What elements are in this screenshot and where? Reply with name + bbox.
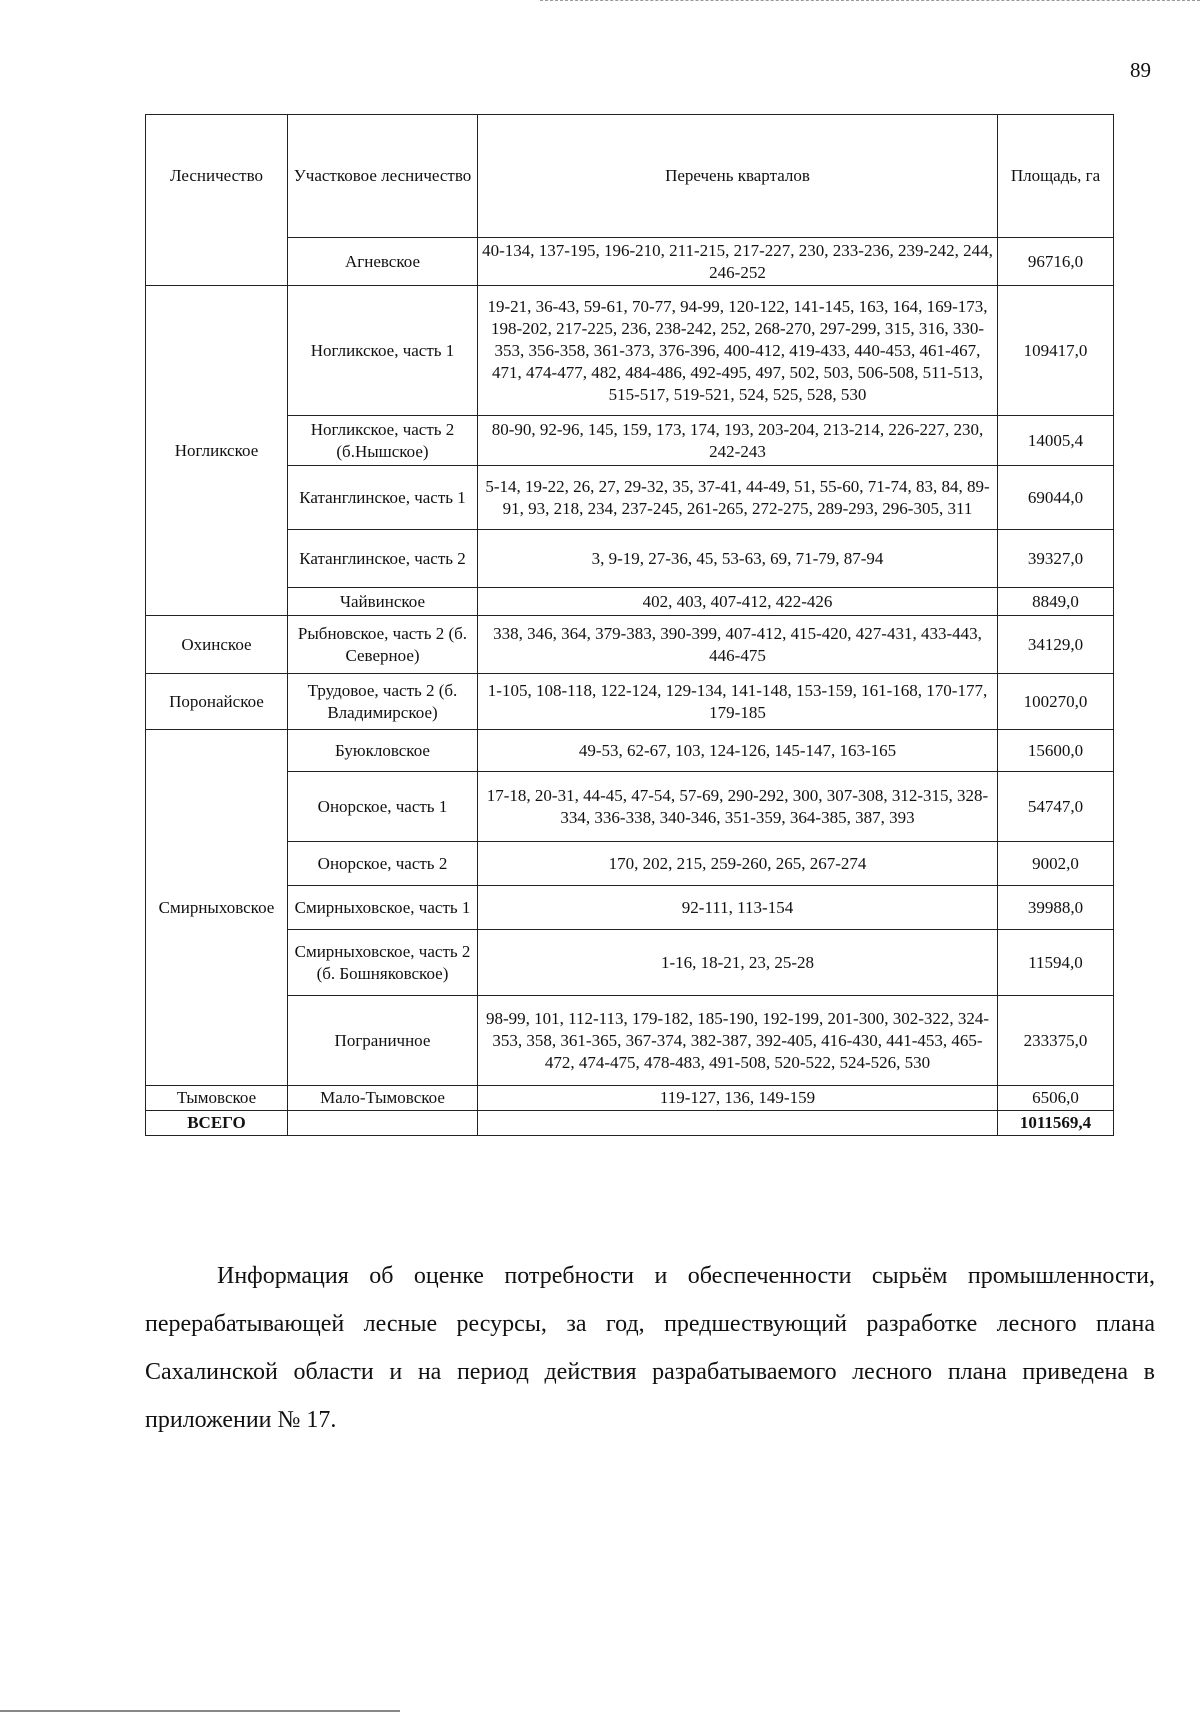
forestry-cell: Ногликское	[146, 286, 288, 616]
district-cell: Катанглинское, часть 1	[288, 466, 478, 530]
area-cell: 14005,4	[998, 416, 1114, 466]
table-row	[146, 730, 1114, 772]
scan-bottom-edge	[0, 1710, 400, 1714]
area-cell: 11594,0	[998, 930, 1114, 996]
area-cell: 233375,0	[998, 996, 1114, 1086]
table-row	[146, 930, 1114, 996]
quarters-cell: 5-14, 19-22, 26, 27, 29-32, 35, 37-41, 44-49, 51, 55-60, 71-74, 83, 84, 89-91, 93, 218, 234, 237-245, 261-265, 272-275, 289-293, 296-305, 311	[478, 466, 998, 530]
forestry-cell: Поронайское	[146, 674, 288, 730]
district-cell: Ногликское, часть 2 (б.Нышское)	[288, 416, 478, 466]
district-cell: Чайвинское	[288, 588, 478, 616]
forestry-cell	[146, 238, 288, 286]
area-cell: 34129,0	[998, 616, 1114, 674]
district-cell: Агневское	[288, 238, 478, 286]
total-row	[146, 1111, 1114, 1136]
district-cell: Пограничное	[288, 996, 478, 1086]
header-district: Участковое лесничество	[288, 115, 478, 238]
district-cell: Рыбновское, часть 2 (б. Северное)	[288, 616, 478, 674]
district-cell: Онорское, часть 2	[288, 842, 478, 886]
table-row	[146, 588, 1114, 616]
table-row	[146, 238, 1114, 286]
quarters-cell: 170, 202, 215, 259-260, 265, 267-274	[478, 842, 998, 886]
quarters-cell: 40-134, 137-195, 196-210, 211-215, 217-227, 230, 233-236, 239-242, 244, 246-252	[478, 238, 998, 286]
table-row	[146, 1086, 1114, 1111]
area-cell: 8849,0	[998, 588, 1114, 616]
table-row	[146, 616, 1114, 674]
info-paragraph: Информация об оценке потребности и обеспеченности сырьём промышленности, перерабатывающей лесные ресурсы, за год, предшествующий разработке лесного плана Сахалинской области и на период действия разрабатываемого лесного плана приведена в приложении № 17.	[145, 1263, 1155, 1433]
area-cell: 69044,0	[998, 466, 1114, 530]
table-row	[146, 886, 1114, 930]
district-cell: Смирныховское, часть 2 (б. Бошняковское)	[288, 930, 478, 996]
forestry-cell: Смирныховское	[146, 730, 288, 1086]
quarters-cell: 92-111, 113-154	[478, 886, 998, 930]
district-cell: Смирныховское, часть 1	[288, 886, 478, 930]
table-row	[146, 416, 1114, 466]
area-cell: 100270,0	[998, 674, 1114, 730]
area-cell: 96716,0	[998, 238, 1114, 286]
header-area: Площадь, га	[998, 115, 1114, 238]
quarters-cell: 80-90, 92-96, 145, 159, 173, 174, 193, 203-204, 213-214, 226-227, 230, 242-243	[478, 416, 998, 466]
area-cell: 109417,0	[998, 286, 1114, 416]
header-forestry: Лесничество	[146, 115, 288, 238]
header-quarters: Перечень кварталов	[478, 115, 998, 238]
total-area: 1011569,4	[998, 1111, 1114, 1136]
quarters-cell: 3, 9-19, 27-36, 45, 53-63, 69, 71-79, 87-94	[478, 530, 998, 588]
quarters-cell: 338, 346, 364, 379-383, 390-399, 407-412, 415-420, 427-431, 433-443, 446-475	[478, 616, 998, 674]
district-cell: Буюкловское	[288, 730, 478, 772]
area-cell: 6506,0	[998, 1086, 1114, 1111]
quarters-cell: 19-21, 36-43, 59-61, 70-77, 94-99, 120-122, 141-145, 163, 164, 169-173, 198-202, 217-225, 236, 238-242, 252, 268-270, 297-299, 315, 316, 330-353, 356-358, 361-373, 376-396, 400-412, 419-433, 440-453, 461-467, 471, 474-477, 482, 484-486, 492-495, 497, 502, 503, 506-508, 511-513, 515-517, 519-521, 524, 525, 528, 530	[478, 286, 998, 416]
quarters-cell: 1-16, 18-21, 23, 25-28	[478, 930, 998, 996]
quarters-cell: 402, 403, 407-412, 422-426	[478, 588, 998, 616]
total-empty-cell	[478, 1111, 998, 1136]
quarters-cell: 49-53, 62-67, 103, 124-126, 145-147, 163-165	[478, 730, 998, 772]
table-row	[146, 466, 1114, 530]
scan-edge-line	[540, 0, 1200, 3]
area-cell: 9002,0	[998, 842, 1114, 886]
district-cell: Мало-Тымовское	[288, 1086, 478, 1111]
page-number: 89	[1130, 58, 1151, 82]
district-cell: Катанглинское, часть 2	[288, 530, 478, 588]
area-cell: 54747,0	[998, 772, 1114, 842]
quarters-cell: 98-99, 101, 112-113, 179-182, 185-190, 192-199, 201-300, 302-322, 324-353, 358, 361-365, 367-374, 382-387, 392-405, 416-430, 441-453, 465-472, 474-475, 478-483, 491-508, 520-522, 524-526, 530	[478, 996, 998, 1086]
area-cell: 15600,0	[998, 730, 1114, 772]
table-row	[146, 996, 1114, 1086]
table-row	[146, 674, 1114, 730]
table-row	[146, 772, 1114, 842]
quarters-cell: 1-105, 108-118, 122-124, 129-134, 141-148, 153-159, 161-168, 170-177, 179-185	[478, 674, 998, 730]
district-cell: Ногликское, часть 1	[288, 286, 478, 416]
total-label: ВСЕГО	[146, 1111, 288, 1136]
district-cell: Трудовое, часть 2 (б. Владимирское)	[288, 674, 478, 730]
table-row	[146, 530, 1114, 588]
forestry-cell: Охинское	[146, 616, 288, 674]
table-row	[146, 842, 1114, 886]
area-cell: 39988,0	[998, 886, 1114, 930]
total-empty-cell	[288, 1111, 478, 1136]
district-cell: Онорское, часть 1	[288, 772, 478, 842]
quarters-cell: 119-127, 136, 149-159	[478, 1086, 998, 1111]
area-cell: 39327,0	[998, 530, 1114, 588]
table-header-row	[146, 115, 1114, 238]
table-row	[146, 286, 1114, 416]
quarters-cell: 17-18, 20-31, 44-45, 47-54, 57-69, 290-292, 300, 307-308, 312-315, 328-334, 336-338, 340-346, 351-359, 364-385, 387, 393	[478, 772, 998, 842]
quarters-table	[145, 114, 1114, 1136]
forestry-cell: Тымовское	[146, 1086, 288, 1111]
forest-quarters-table	[145, 114, 1113, 1136]
